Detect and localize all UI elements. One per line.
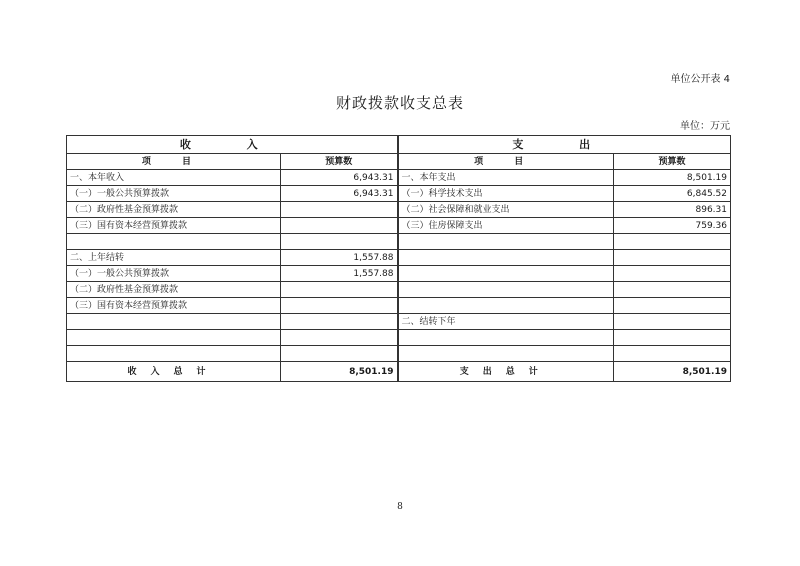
table-row (67, 314, 731, 330)
expense-amount-cell (614, 298, 731, 314)
table-row (67, 266, 731, 282)
table-row (67, 218, 731, 234)
expense-item-cell (398, 234, 614, 250)
income-item-header: 项 目 (67, 154, 281, 170)
page-number: 8 (397, 502, 403, 512)
income-amount-cell: 1,557.88 (281, 250, 398, 266)
income-amount-cell (281, 282, 398, 298)
income-amount-cell (281, 202, 398, 218)
income-total-label (67, 362, 281, 382)
income-item-cell: （三）国有资本经营预算拨款 (67, 218, 281, 234)
section-header-row (67, 136, 731, 154)
expense-item-cell (398, 330, 614, 346)
income-total-label-text: 收入总计 (127, 366, 220, 377)
income-item-cell: （三）国有资本经营预算拨款 (67, 298, 281, 314)
income-item-cell: 二、上年结转 (67, 250, 281, 266)
expense-item-header: 项 目 (398, 154, 614, 170)
expense-amount-cell: 759.36 (614, 218, 731, 234)
page-title: 财政拨款收支总表 (335, 94, 464, 112)
expense-amount-cell (614, 234, 731, 250)
expense-amount-cell (614, 330, 731, 346)
expense-amount-cell (614, 314, 731, 330)
form-number: 单位公开表 4 (670, 74, 730, 85)
income-amount-cell (281, 330, 398, 346)
table-row (67, 330, 731, 346)
income-total-amount: 8,501.19 (281, 362, 398, 382)
income-amount-cell (281, 298, 398, 314)
expense-item-cell: （一）科学技术支出 (398, 186, 614, 202)
income-item-cell (67, 314, 281, 330)
income-item-cell: （一）一般公共预算拨款 (67, 266, 281, 282)
income-amount-cell (281, 234, 398, 250)
unit-label: 单位：万元 (680, 121, 730, 132)
income-amount-cell (281, 346, 398, 362)
expense-total-amount: 8,501.19 (614, 362, 731, 382)
total-row (67, 362, 731, 382)
expense-amount-cell (614, 250, 731, 266)
income-item-cell (67, 234, 281, 250)
table-row (67, 346, 731, 362)
income-amount-header: 预算数 (281, 154, 398, 170)
expense-amount-cell (614, 266, 731, 282)
income-amount-cell: 6,943.31 (281, 186, 398, 202)
column-header-row (67, 154, 731, 170)
expense-item-cell (398, 346, 614, 362)
table-row (67, 234, 731, 250)
expense-amount-cell (614, 282, 731, 298)
table-row (67, 186, 731, 202)
expense-amount-header: 预算数 (614, 154, 731, 170)
income-amount-cell (281, 218, 398, 234)
table-row (67, 282, 731, 298)
expense-item-cell: （三）住房保障支出 (398, 218, 614, 234)
table-row (67, 298, 731, 314)
income-item-cell: （一）一般公共预算拨款 (67, 186, 281, 202)
expense-item-cell (398, 282, 614, 298)
expense-total-label-text: 支出总计 (459, 366, 552, 377)
income-section-header: 收 入 (67, 136, 398, 154)
expense-amount-cell: 896.31 (614, 202, 731, 218)
income-item-cell: 一、本年收入 (67, 170, 281, 186)
budget-table (66, 135, 731, 382)
table-row (67, 202, 731, 218)
expense-item-cell: 一、本年支出 (398, 170, 614, 186)
expense-amount-cell (614, 346, 731, 362)
expense-item-cell (398, 298, 614, 314)
income-amount-cell (281, 314, 398, 330)
expense-total-label (398, 362, 614, 382)
expense-item-cell (398, 250, 614, 266)
expense-amount-cell: 6,845.52 (614, 186, 731, 202)
income-amount-cell: 6,943.31 (281, 170, 398, 186)
table-row (67, 170, 731, 186)
expense-section-header: 支 出 (398, 136, 731, 154)
expense-item-cell: 二、结转下年 (398, 314, 614, 330)
income-item-cell: （二）政府性基金预算拨款 (67, 202, 281, 218)
expense-item-cell (398, 266, 614, 282)
expense-item-cell: （二）社会保障和就业支出 (398, 202, 614, 218)
expense-amount-cell: 8,501.19 (614, 170, 731, 186)
table-row (67, 250, 731, 266)
income-amount-cell: 1,557.88 (281, 266, 398, 282)
income-item-cell (67, 330, 281, 346)
income-item-cell (67, 346, 281, 362)
income-item-cell: （二）政府性基金预算拨款 (67, 282, 281, 298)
